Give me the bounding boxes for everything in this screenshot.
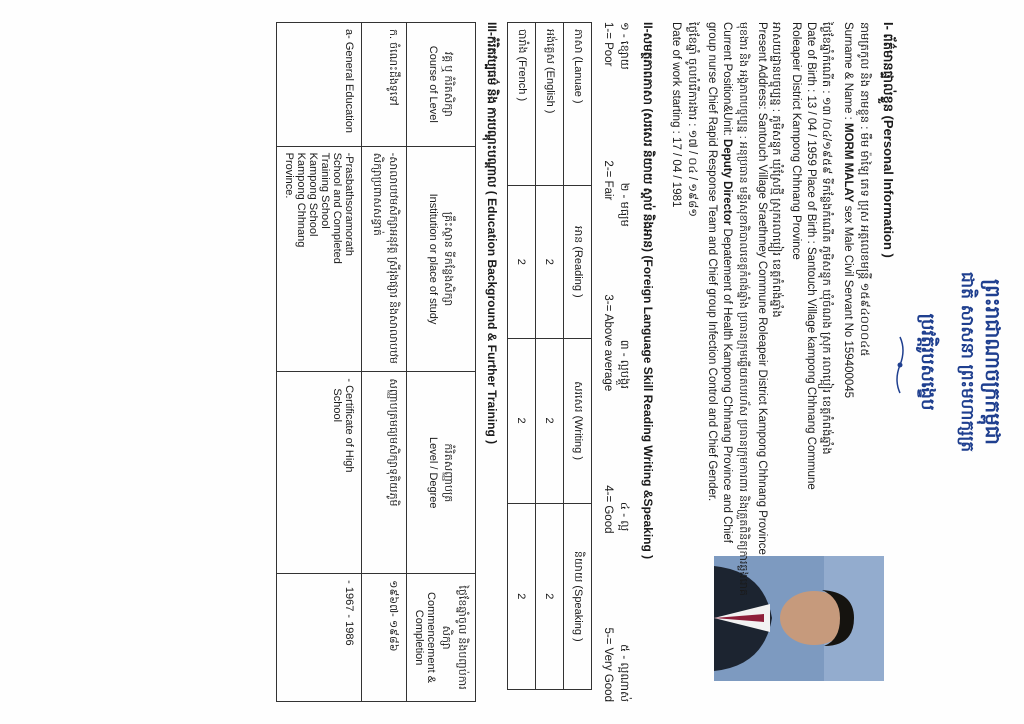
dob-en-2: Roleapeir District Kampong Chhnang Province xyxy=(790,22,802,260)
scale-en: 1-= Poor 2-= Fair 3-= Above average 4-= Good 5-= Very Good xyxy=(602,22,614,702)
position-en-2: group nurse Chief Rapid Response Team and Chief group Infection Control and Chief Gender. xyxy=(706,22,718,502)
language-title: II-សមត្ថភាពភាសា (សរសេរ និយាយ ស្តាប់ និងអាន) (Foreign Language Skill Reading Writing &Speaking ) xyxy=(641,22,655,560)
ornament-icon xyxy=(894,335,906,395)
personal-info-title: I- ព័ត៌មានផ្ទាល់ខ្លួន (Personal Information ) xyxy=(881,22,896,258)
table-row: បារាំង (French ) 2 2 2 xyxy=(508,23,536,690)
kingdom-title: ព្រះរាជាណាចក្រកម្ពុជា xyxy=(981,279,1005,445)
motto: ជាតិ សាសនា ព្រះមហាក្សត្រ xyxy=(957,271,977,453)
table-row: ក. ចំណេះដឹងទូទៅ -សាលាបឋមសិក្សាអនុវត្ត ស្រីរុងផ្សារ និងសាលាបឋមសិក្សាប្រពាសសន្ធាត់ សញ្ញាបត្រមធ្យមសិក្សាទុតិយភូមិ ១៩៦៧- ១៩៨៦ xyxy=(362,23,407,702)
language-table xyxy=(507,22,592,690)
table-row: អង់គ្លេស (English ) 2 2 2 xyxy=(536,23,564,690)
address-kh: អាសយដ្ឋានបច្ចុប្បន្ន : ភូមិសន្ទុក ឃុំស្រែថ្មី ស្រុករលាប្អៀរ ខេត្តកំពង់ឆ្នាំង xyxy=(770,22,782,318)
table-row: a- General Education -Prasbathsoramorath School and Completed Training School Kampong School Kampong Chhnang Province. - Certificate of High School - 1967 - 1986 xyxy=(277,23,362,702)
education-title: III-កំរិតវប្បធម៌ និង ការបណ្តុះបណ្តាល ( Education Background & Further Training ) xyxy=(485,22,499,445)
dob-en: Date of Birth : 13 / 04 / 1959 Place of Birth : Santouch Village kampong Chhnang Commune xyxy=(805,22,817,490)
address-en: Present Address: Santouch Village Sraethmey Commune Roleapeir District Kampong Chhnang Province xyxy=(756,22,768,555)
position-kh: មុខងារ និង អង្គភាពបច្ចុប្បន្ន : អនុប្រធាន មន្ទីរសុខាភិបាលខេត្តកំពង់ឆ្នាំង ប្រធានក្រុមឆ្លើយតបរហ័ស ប្រធានក្រុមការពារ និងត្រួតពិនិត្យការឆ្លងរោគ xyxy=(737,22,749,596)
scale-kh: ១ - ខ្សោយ ២ - មធ្យម ៣ - ល្អបង្គួរ ៤ - ល្អ ៥ - ល្អណាស់ xyxy=(618,22,630,702)
work-start-en: Date of work starting : 17 / 04 / 1981 xyxy=(670,22,682,208)
table-header-row: វគ្គ ឬ កំរិតសិក្សា Course of Level គ្រឹះស្ថាន ទីកន្លែងសិក្សា Institution or place of study កំរិតសញ្ញាបត្រ Level / Degree ថ្ងៃខែឆ្នាំចូល និងបញ្ចប់ការសិក្សា Commencement & Completion xyxy=(407,23,476,702)
dob-kh: ថ្ងៃខែឆ្នាំកំណើត : ១៣ /០៤/១៩៥៩ ទីកន្លែងកំណើត ភូមិសន្ទុក ឃុំចំណង ស្រុក រលាប្អៀរ ខេត្តកំពង់ឆ្នាំង xyxy=(820,22,832,455)
name-en: Surname & Name : MORM MALAY sex Male Civil Servant No 159400045 xyxy=(842,22,854,399)
education-table xyxy=(276,22,476,702)
position-en: Current Position&Unit: Deputy Director Depatement of Health Kampong Chhnang Province and Chief xyxy=(721,22,733,543)
table-header-row: ភាសា (Lanuae ) អាន (Reading ) សរសេរ (Writing ) និយាយ (Speaking ) xyxy=(564,23,592,690)
work-start-kh: ថ្ងៃខែឆ្នាំ ចូលបំរើការងារ : ១៧ / ០៤ / ១៩៨១ xyxy=(686,22,698,217)
name-kh: នាមត្រកូល និង នាមខ្លួន : មឹម ម៉ាឡៃ ភេទ ប្រុស អត្តលេខមន្ត្រី ១៥៩៤០០០៤៥ xyxy=(858,22,870,357)
document-title: ប្រវត្តិរូបសង្ខេប xyxy=(917,313,938,411)
